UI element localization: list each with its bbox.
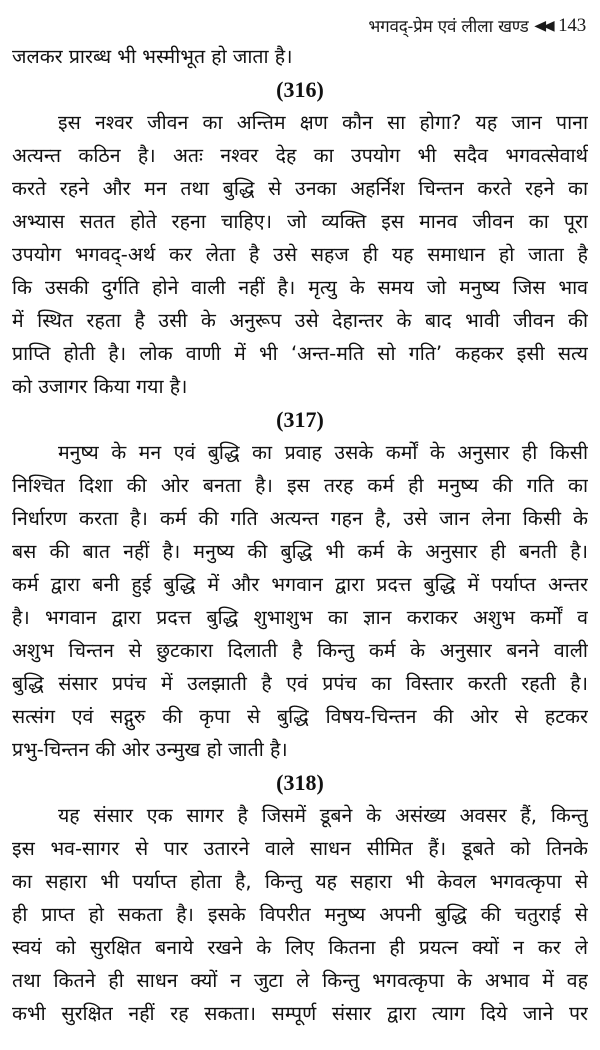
- paragraph-317: [12, 436, 588, 766]
- text-line: बस की बात नहीं है। मनुष्य की बुद्धि भी कर्म के अनुसार ही बनती है।: [12, 540, 588, 563]
- text-line: तथा कितने ही साधन क्यों न जुटा ले किन्तु भगवत्कृपा के अभाव में वह: [12, 969, 588, 992]
- text-line: इस नश्वर जीवन का अन्तिम क्षण कौन सा होगा? यह जान पाना: [58, 111, 588, 134]
- text-line: अभ्यास सतत होते रहना चाहिए। जो व्यक्ति इस मानव जीवन का पूरा: [12, 210, 588, 233]
- chapter-title: भगवद्-प्रेम एवं लीला खण्ड: [368, 17, 529, 37]
- text-line: में स्थित रहता है उसी के अनुरूप उसे देहान्तर के बाद भावी जीवन की: [12, 309, 588, 332]
- page-body: [12, 40, 588, 1030]
- text-line: कर्म द्वारा बनी हुई बुद्धि में और भगवान द्वारा प्रदत्त बुद्धि में पर्याप्त अन्तर: [12, 573, 588, 596]
- running-header: [368, 14, 586, 37]
- text-line: उपयोग भगवद्-अर्थ कर लेता है उसे सहज ही यह समाधान हो जाता है: [12, 243, 588, 266]
- text-line: प्राप्ति होती है। लोक वाणी में भी ‘अन्त-मति सो गति’ कहकर इसी सत्य: [12, 342, 588, 365]
- paragraph-316: [12, 106, 588, 403]
- text-line: अत्यन्त कठिन है। अतः नश्वर देह का उपयोग भी सदैव भगवत्सेवार्थ: [12, 144, 588, 167]
- text-line: कि उसकी दुर्गति होने वाली नहीं है। मृत्यु के समय जो मनुष्य जिस भाव: [12, 276, 588, 299]
- text-line: निश्चित दिशा की ओर बनता है। इस तरह कर्म ही मनुष्य की गति का: [12, 474, 588, 497]
- page-number: 143: [558, 14, 586, 36]
- text-line: सत्संग एवं सद्गुरु की कृपा से बुद्धि विषय-चिन्तन की ओर से हटकर: [12, 705, 588, 728]
- text-line: ही प्राप्त हो सकता है। इसके विपरीत मनुष्य अपनी बुद्धि की चतुराई से: [12, 903, 588, 926]
- text-line: है। भगवान द्वारा प्रदत्त बुद्धि शुभाशुभ का ज्ञान कराकर अशुभ कर्मों व: [12, 606, 588, 629]
- text-line: जलकर प्रारब्ध भी भस्मीभूत हो जाता है।: [12, 45, 293, 68]
- text-line: को उजागर किया गया है।: [12, 375, 188, 398]
- text-line: का सहारा भी पर्याप्त होता है, किन्तु यह सहारा भी केवल भगवत्कृपा से: [12, 870, 588, 893]
- text-line: प्रभु-चिन्तन की ओर उन्मुख हो जाती है।: [12, 738, 288, 761]
- text-line: बुद्धि संसार प्रपंच में उलझाती है एवं प्रपंच का विस्तार करती रहती है।: [12, 672, 588, 695]
- section-number: (317): [276, 407, 324, 432]
- text-line: कभी सुरक्षित नहीं रह सकता। सम्पूर्ण संसार द्वारा त्याग दिये जाने पर: [12, 1002, 588, 1025]
- section-number: (318): [276, 770, 324, 795]
- text-line: करते रहने और मन तथा बुद्धि से उनका अहर्निश चिन्तन करते रहने का: [12, 177, 588, 200]
- text-line: यह संसार एक सागर है जिसमें डूबने के असंख्य अवसर हैं, किन्तु: [58, 804, 588, 827]
- text-line: इस भव-सागर से पार उतारने वाले साधन सीमित हैं। डूबते को तिनके: [12, 837, 588, 860]
- text-line: मनुष्य के मन एवं बुद्धि का प्रवाह उसके कर्मों के अनुसार ही किसी: [58, 441, 588, 464]
- paragraph-318: [12, 799, 588, 1030]
- text-line: निर्धारण करता है। कर्म की गति अत्यन्त गहन है, उसे जान लेना किसी के: [12, 507, 588, 530]
- section-number: (316): [276, 77, 324, 102]
- text-line: स्वयं को सुरक्षित बनाये रखने के लिए कितना ही प्रयत्न क्यों न कर ले: [12, 936, 588, 959]
- text-line: अशुभ चिन्तन से छुटकारा दिलाती है किन्तु कर्म के अनुसार बनने वाली: [12, 639, 588, 662]
- double-left-arrow-icon: ◀◀: [533, 17, 551, 34]
